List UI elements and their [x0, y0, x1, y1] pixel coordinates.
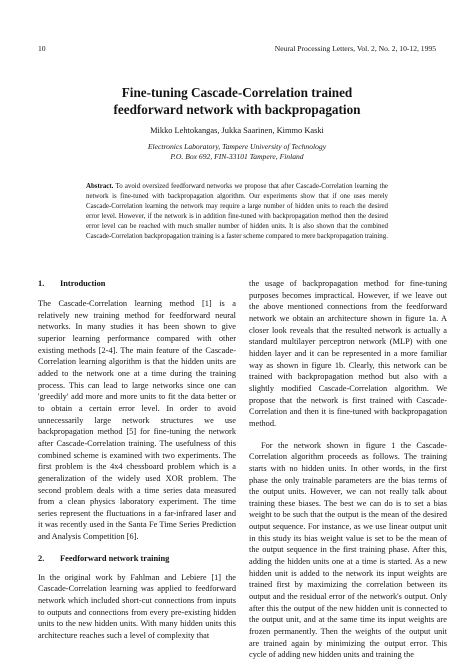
title-line-1: Fine-tuning Cascade-Correlation trained: [121, 85, 353, 100]
section-heading-introduction: [38, 278, 236, 289]
section-heading-feedforward: [38, 553, 236, 564]
feedforward-paragraph-1: In the original work by Fahlman and Lebiere [1] the Cascade-Correlation learning was applied to feedforward network which included short-cut connections from inputs to outputs and connections from every pre-existing hidden units to the new hidden units. With many hidden units this architecture reaches such a level of complexity that: [38, 572, 236, 641]
page-number: 10: [38, 44, 46, 53]
abstract-label: Abstract.: [86, 183, 114, 190]
right-column: [249, 278, 447, 661]
author-list: Mikko Lehtokangas, Jukka Saarinen, Kimmo Kaski: [150, 126, 324, 135]
affiliation-lab: Electronics Laboratory, Tampere University of Technology: [147, 142, 327, 151]
left-column: [38, 278, 236, 642]
section-title: Feedforward network training: [60, 553, 170, 563]
affiliation: [0, 142, 474, 162]
section-number: 1.: [38, 279, 45, 288]
title-line-2: feedforward network with backpropagation: [113, 102, 361, 117]
intro-paragraph-3: For the network shown in figure 1 the Cascade-Correlation algorithm proceeds as follows. The training starts with no hidden units. In other words, in the first phase the only trainable parameters are the bias terms of the output units. However, we can not really talk about training these biases. The best we can do is to set a bias weight to be such that the output is the mean of the desired output sequence. For instance, as we use linear output unit in this study its bias weight value is set to be the mean of the output sequence in the first training phase. After this, adding the hidden units one at a time is started. As a new hidden unit is added to the network its input weights are trained first by maximizing the correlation between its output and the residual error of the network's output. Only after this the output of the new hidden unit is connected to the output unit, and at the same time its input weights are frozen permanently. Then the weights of the output unit are trained again by minimizing the output error. This cycle of adding new hidden units and training the: [249, 440, 447, 660]
section-number: 2.: [38, 553, 45, 563]
abstract: [86, 182, 388, 243]
section-title: Introduction: [60, 279, 106, 288]
journal-citation: Neural Processing Letters, Vol. 2, No. 2, 10-12, 1995: [274, 44, 436, 53]
intro-paragraph-1: The Cascade-Correlation learning method [1] is a relatively new training method for feedforward neural networks. In many studies it has been shown to give superior learning performance compared with other existing methods [2-4]. The main feature of the Cascade-Correlation learning algorithm is that the hidden units are added to the network one at a time during the training process. This can lead to large networks since one can 'greedily' add more and more units to fit the data better or to obtain a certain error level. In order to avoid unnecessarily large network structures we use backpropagation method [5] for fine-tuning the network after Cascade-Correlation training. The usefulness of this combined scheme is examined with two experiments. The first problem is the 4x4 chessboard problem which is a generalization of the widely used XOR problem. The second problem deals with a time series data measured from a clean physics laboratory experiment. The time series represent the fluctuations in a far-infrared laser and it was recently used in the Santa Fe Time Series Prediction and Analysis Competition [6].: [38, 299, 236, 542]
paper-title: [0, 84, 474, 118]
intro-paragraph-2-continued: the usage of backpropagation method for fine-tuning purposes becomes impractical. However, if we leave out the above mentioned connections from the feedforward network we obtain an architecture shown in figure 1a. A closer look reveals that the resulted network is actually a standard multilayer perceptron network (MLP) with one hidden layer and it can be represented in a more familiar way as shown in figure 1b. Clearly, this network can be trained with backpropagation method but also with a slightly modified Cascade-Correlation algorithm. We propose that the network is first trained with Cascade-Correlation and then it is fine-tuned with backpropagation method.: [249, 279, 447, 428]
abstract-text: To avoid oversized feedforward networks we propose that after Cascade-Correlation learning the network is fine-tuned with backpropagation algorithm. Our experiments show that if one uses merely Cascade-Correlation learning the network may require a large number of hidden units to reach the desired error level. However, if the network is in addition fine-tuned with backpropagation method then the desired error level can be reached with much smaller number of hidden units. It is also shown that the combined Cascade-Correlation backpropagation training is a faster scheme compared to mere backpropagation training.: [86, 183, 388, 241]
affiliation-address: P.O. Box 692, FIN-33101 Tampere, Finland: [170, 152, 304, 161]
